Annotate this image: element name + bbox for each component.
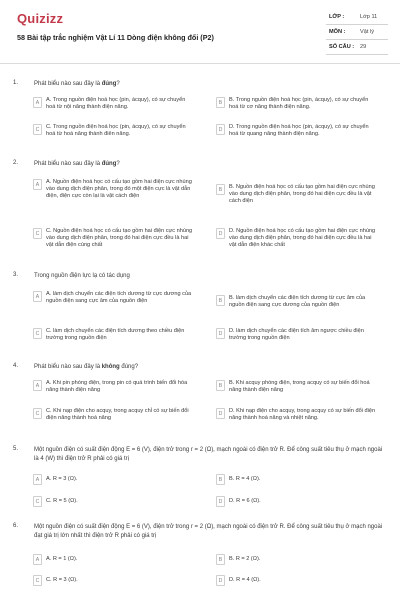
option-text: A. Khi pin phóng điện, trong pin có quá trình biến đổi hóa năng thành điện năng — [46, 380, 188, 394]
meta-value: Vật lý — [360, 29, 374, 35]
question-text: Phát biểu nào sau đây là đúng? — [34, 81, 120, 87]
option-text: B. R = 4 (Ω). — [229, 476, 261, 482]
option-letter-box: A — [33, 474, 42, 485]
option-text: A. R = 3 (Ω). — [46, 476, 78, 482]
option-letter-box: B — [216, 474, 225, 485]
option-text: B. Trong nguồn điện hoá học (pin, ácquy), có sự chuyển hoá từ cơ năng thành điện năng. — [229, 97, 369, 111]
document-title: 58 Bài tập trắc nghiệm Vật Lí 11 Dòng điện không đổi (P2) — [17, 33, 214, 42]
option-b[interactable] — [216, 184, 377, 206]
option-letter-box: C — [33, 408, 42, 419]
meta-row-class — [326, 10, 388, 25]
option-b[interactable] — [216, 474, 377, 485]
option-letter-box: B — [216, 380, 225, 391]
meta-value: Lớp 11 — [360, 14, 378, 20]
option-text: D. R = 4 (Ω). — [229, 577, 261, 583]
option-text: C. Nguồn điện hoá học có cấu tạo gồm hai điện cực nhúng vào dung dịch điện phân, trong đó hai điện cực đều là hai vật dẫn điện cùng chất — [46, 228, 193, 249]
question-text: Phát biểu nào sau đây là đúng? — [34, 161, 120, 167]
quizizz-logo: Quizizz — [17, 11, 64, 26]
option-d[interactable] — [216, 328, 377, 342]
question-number: 6. — [13, 523, 19, 529]
option-text: B. Khi acquy phóng điện, trong acquy có sự biến đổi hoá năng thành điện năng — [229, 380, 370, 394]
option-d[interactable] — [216, 575, 377, 586]
option-text: C. R = 3 (Ω). — [46, 577, 78, 583]
option-c[interactable] — [33, 228, 194, 250]
option-text: D. Khi nạp điện cho acquy, trong acquy có sự biến đổi điện năng thành hoá năng và nhiệt năng. — [229, 408, 376, 422]
option-letter-box: C — [33, 575, 42, 586]
option-b[interactable] — [216, 380, 377, 394]
option-a[interactable] — [33, 179, 194, 201]
question-text: Phát biểu nào sau đây là không đúng? — [34, 364, 139, 370]
meta-key: LỚP : — [329, 14, 345, 20]
option-d[interactable] — [216, 408, 377, 422]
question-text: Một nguồn điện có suất điện động E = 6 (V), điện trở trong r = 2 (Ω), mạch ngoài có điện trở R. Để công suất tiêu thụ ở mạch ngoài là 4 (W) thì điện trở R phải có giá trị — [34, 447, 383, 462]
option-c[interactable] — [33, 124, 194, 138]
option-letter-box: D — [216, 124, 225, 135]
meta-key: MÔN : — [329, 29, 346, 35]
document-header — [0, 0, 400, 64]
option-letter-box: C — [33, 496, 42, 507]
option-text: D. Nguồn điện hoá học có cấu tạo gồm hai điện cực nhúng vào dung dịch điện phân, trong đó hai điện cực đều là hai vật dẫn điện khác chất — [229, 228, 376, 249]
option-letter-box: D — [216, 496, 225, 507]
option-d[interactable] — [216, 228, 377, 250]
question-number: 5. — [13, 446, 19, 452]
option-letter-box: B — [216, 184, 225, 195]
option-text: D. Trong nguồn điện hoá học (pin, ácquy), có sự chuyển hoá từ quang năng thành điện năng. — [229, 124, 369, 138]
option-text: A. R = 1 (Ω). — [46, 556, 78, 562]
option-letter-box: C — [33, 228, 42, 239]
option-text: C. Khi nạp điện cho acquy, trong acquy chỉ có sự biến đổi điện năng thành hoá năng — [46, 408, 189, 422]
option-letter-box: D — [216, 575, 225, 586]
question-number: 1. — [13, 80, 19, 86]
option-text: C. R = 5 (Ω). — [46, 498, 78, 504]
option-text: C. làm dịch chuyển các điện tích dương theo chiều điện trường trong nguồn điện — [46, 328, 185, 342]
option-letter-box: C — [33, 124, 42, 135]
option-text: A. Trong nguồn điện hoá học (pin, ácquy), có sự chuyển hoá từ nội năng thành điện năng. — [46, 97, 186, 111]
option-letter-box: A — [33, 97, 42, 108]
option-letter-box: C — [33, 328, 42, 339]
option-letter-box: A — [33, 291, 42, 302]
option-c[interactable] — [33, 496, 194, 507]
option-letter-box: B — [216, 554, 225, 565]
option-letter-box: D — [216, 328, 225, 339]
meta-row-subject — [326, 25, 388, 40]
option-text: D. R = 6 (Ω). — [229, 498, 261, 504]
option-letter-box: B — [216, 97, 225, 108]
option-letter-box: D — [216, 228, 225, 239]
option-text: C. Trong nguồn điện hoá học (pin, ácquy), có sự chuyển hoá từ hoá năng thành điên năng. — [46, 124, 186, 138]
option-c[interactable] — [33, 408, 194, 422]
option-letter-box: A — [33, 179, 42, 190]
option-text: A. Nguồn điện hoá học có cấu tạo gồm hai điện cực nhúng vào dung dịch điện phân, trong đó một điện cực là vật dẫn điện, điện cực còn lại là vật cách điện — [46, 179, 192, 200]
meta-value: 29 — [360, 44, 367, 50]
question-text: Trong nguồn điện lực lạ có tác dụng — [34, 273, 130, 279]
option-d[interactable] — [216, 496, 377, 507]
meta-row-question-count — [326, 40, 388, 55]
option-c[interactable] — [33, 328, 194, 342]
option-text: D. làm dịch chuyển các điện tích âm ngược chiều điện trường trong nguồn điện — [229, 328, 364, 342]
option-letter-box: A — [33, 380, 42, 391]
option-a[interactable] — [33, 380, 194, 394]
question-text: Một nguồn điện có suất điện động E = 6 (V), điện trở trong r = 2 (Ω), mạch ngoài có điện trở R. Để công suất tiêu thụ ở mạch ngoài đạt giá trị lớn nhất thì điện trở R phải có giá trị — [34, 524, 383, 539]
option-text: A. làm dịch chuyển các điện tích dương từ cực dương của nguồn điện sang cực âm của nguồn điện — [46, 291, 192, 305]
meta-key: SỐ CÂU : — [329, 44, 355, 50]
option-text: B. làm dịch chuyển các điện tích dương từ cực âm của nguồn điện sang cực dương của nguồn điện — [229, 295, 366, 309]
option-a[interactable] — [33, 474, 194, 485]
question-number: 3. — [13, 272, 19, 278]
option-letter-box: D — [216, 408, 225, 419]
question-number: 4. — [13, 363, 19, 369]
option-b[interactable] — [216, 554, 377, 565]
option-a[interactable] — [33, 554, 194, 565]
option-letter-box: A — [33, 554, 42, 565]
option-text: B. R = 2 (Ω). — [229, 556, 261, 562]
option-letter-box: B — [216, 295, 225, 306]
option-b[interactable] — [216, 295, 377, 309]
option-c[interactable] — [33, 575, 194, 586]
option-text: B. Nguồn điện hoá học có cấu tạo gồm hai điện cực nhúng vào dung dịch điện phân, trong đó hai điện cực đều là vật cách điện — [229, 184, 375, 205]
question-number: 2. — [13, 160, 19, 166]
option-a[interactable] — [33, 291, 194, 305]
option-a[interactable] — [33, 97, 194, 111]
option-d[interactable] — [216, 124, 377, 138]
option-b[interactable] — [216, 97, 377, 111]
meta-info-table — [326, 10, 388, 55]
